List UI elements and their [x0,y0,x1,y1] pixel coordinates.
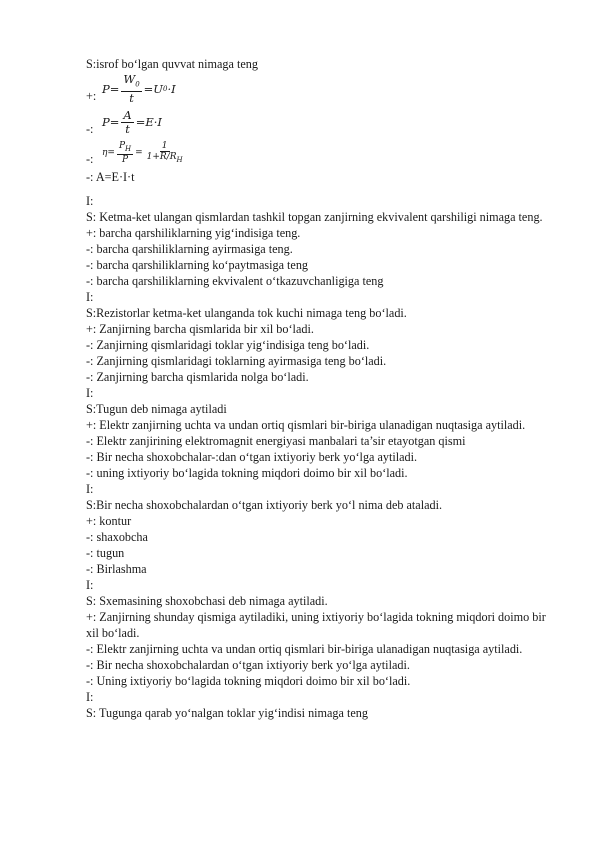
text-line: -: Zanjirning qismlaridagi toklarning ayirmasiga teng bo‘ladi. [86,354,387,369]
text-line: S:Bir necha shoxobchalardan o‘tgan ixtiyoriy berk yo‘l nima deb ataladi. [86,498,443,513]
text-line: -: Zanjirning barcha qismlarida nolga bo‘ladi. [86,370,309,385]
text-line: I: [86,482,94,497]
fraction: $\frac{W_0}{t}$ [123,72,140,106]
text-line: +: Zanjirning shunday qismiga aytiladiki, uning ixtiyoriy bo‘lagida tokning miqdori doimo bir xil bo‘ladi. [86,610,546,641]
text-line: S:Rezistorlar ketma-ket ulanganda tok kuchi nimaga teng bo‘ladi. [86,306,407,321]
fraction: $\frac{P_H}{P}$ [118,141,132,166]
answer-mark: -: [86,152,94,167]
text-line: -: Bir necha shoxobchalardan o‘tgan ixtiyoriy berk yo‘lga aytiladi. [86,658,410,673]
answer-mark: +: [86,89,97,104]
text-line: +: kontur [86,514,132,529]
answer-formula-2 [86,107,556,137]
text-line: S: Sxemasining shoxobchasi deb nimaga aytiladi. [86,594,328,609]
text-line: +: barcha qarshiliklarning yig‘indisiga teng. [86,226,301,241]
formula-efficiency: η= $\frac{P_H}{P}$ = $\frac{1}{1+R/R_H}$ [102,141,183,166]
answer-mark: -: [86,122,94,137]
text-line: -: Elektr zanjirning uchta va undan ortiq qismlari bir-biriga ulanadigan nuqtasiga aytiladi. [86,642,523,657]
text-line: -: Elektr zanjirining elektromagnit energiyasi manbalari ta’sir etayotgan qismi [86,434,466,449]
text-line: +: Elektr zanjirning uchta va undan ortiq qismlari bir-biriga ulanadigan nuqtasiga aytiladi. [86,418,526,433]
text-line: S: Tugunga qarab yo‘nalgan toklar yig‘indisi nimaga teng [86,706,368,721]
text-line: -: barcha qarshiliklarning ekvivalent o‘tkazuvchanligiga teng [86,274,384,289]
text-line: I: [86,578,94,593]
text-line: -: tugun [86,546,125,561]
text-line: S:Tugun deb nimaga aytiladi [86,402,227,417]
text-line: -: Birlashma [86,562,147,577]
answer-formula-1 [86,73,556,105]
answer-option: -: A=E·I·t [86,170,135,185]
text-line: +: Zanjirning barcha qismlarida bir xil bo‘ladi. [86,322,314,337]
text-line: -: shaxobcha [86,530,148,545]
text-line: -: Bir necha shoxobchalar-:dan o‘tgan ixtiyoriy berk yo‘lga aytiladi. [86,450,418,465]
text-line: -: Zanjirning qismlaridagi toklar yig‘indisiga teng bo‘ladi. [86,338,370,353]
text-line: I: [86,386,94,401]
text-line: -: uning ixtiyoriy bo‘lagida tokning miqdori doimo bir xil bo‘ladi. [86,466,408,481]
text-line: I: [86,690,94,705]
text-line: -: Uning ixtiyoriy bo‘lagida tokning miqdori doimo bir xil bo‘ladi. [86,674,411,689]
text-line: S: Ketma-ket ulangan qismlardan tashkil topgan zanjirning ekvivalent qarshiligi nimaga teng. [86,210,543,225]
text-line: I: [86,290,94,305]
fraction: $\frac{A}{t}$ [123,107,132,136]
document-page [86,56,556,721]
question-text: S:isrof bo‘lgan quvvat nimaga teng [86,57,258,71]
text-line: -: barcha qarshiliklarning ayirmasiga teng. [86,242,293,257]
text-line: -: barcha qarshiliklarning ko‘paytmasiga teng [86,258,309,273]
fraction: $\frac{1}{1+R/R_H}$ [146,141,183,165]
formula-power-work: P= $\frac{A}{t}$ =E·I [102,107,162,136]
formula-power-loss: P= $\frac{W_0}{t}$ =U 0 ·I [102,72,176,106]
answer-formula-3 [86,139,556,167]
text-line: I: [86,194,94,209]
